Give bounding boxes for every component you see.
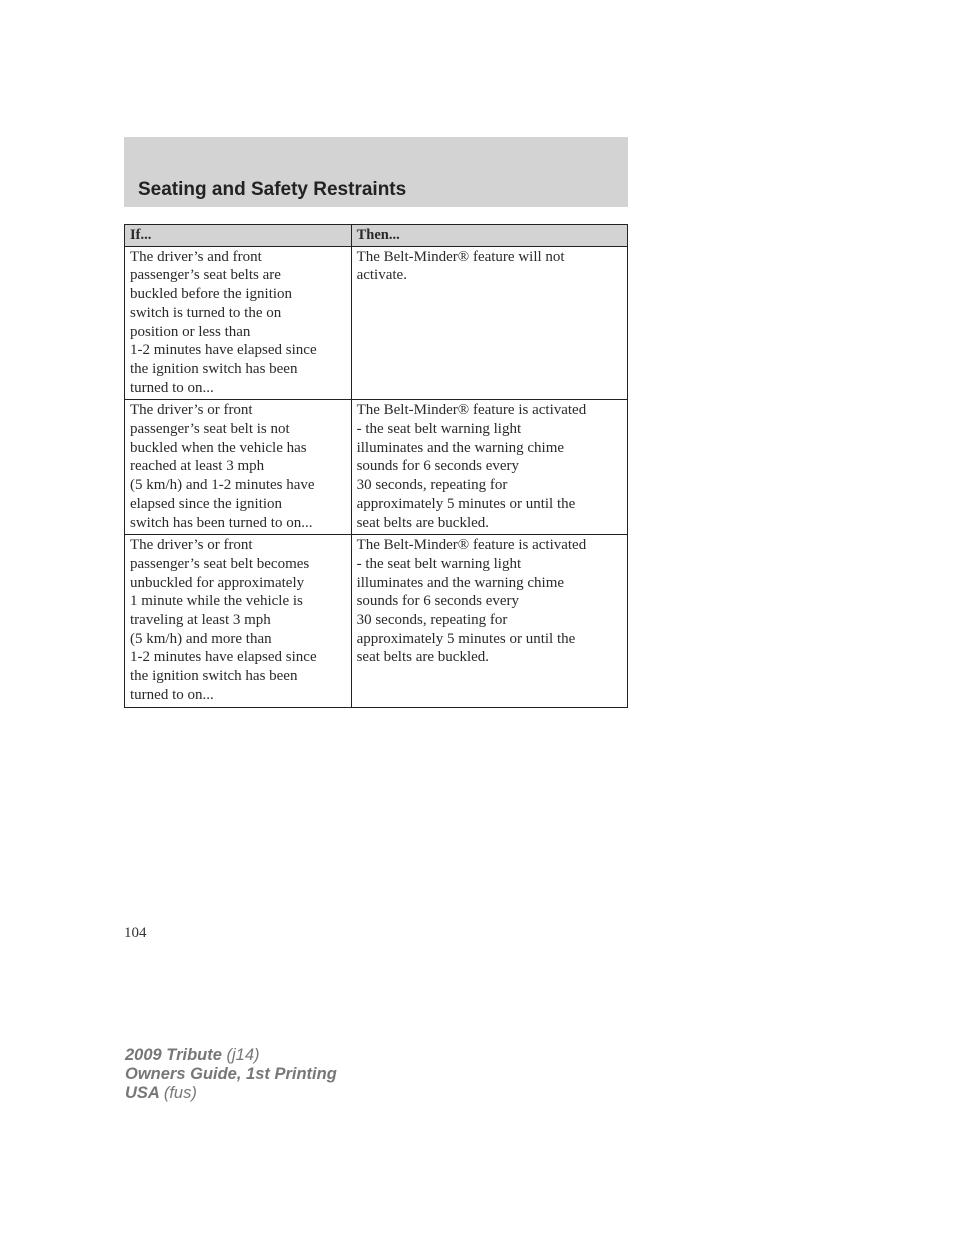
table-header-row [125,225,628,247]
condition-cell [125,535,352,707]
result-text: The Belt-Minder® feature is activated - the seat belt warning light illuminates and the warning chime sounds for 6 seconds every 30 seconds, repeating for approximately 5 minutes or until the seat belts are buckled. [356,537,587,666]
footer-model: 2009 Tribute [125,1046,222,1064]
table-row [125,400,628,535]
column-header-then: Then... [351,225,627,247]
section-title: Seating and Safety Restraints [138,179,407,200]
document-footer [125,1046,337,1103]
footer-guide: Owners Guide, 1st Printing [125,1065,337,1083]
column-header-if: If... [125,225,352,247]
result-text: The Belt-Minder® feature is activated - the seat belt warning light illuminates and the warning chime sounds for 6 seconds every 30 seconds, repeating for approximately 5 minutes or until the seat belts are buckled. [356,402,587,531]
condition-cell [125,246,352,400]
page-number: 104 [124,925,147,941]
condition-cell [125,400,352,535]
condition-text: The driver’s and front passenger’s seat belts are buckled before the ignition switch is turned to the on position or less than 1-2 minutes have elapsed since the ignition switch has been turned to on... [130,248,317,396]
footer-line-guide [125,1065,337,1084]
footer-market: USA [125,1084,160,1102]
footer-model-code: (j14) [226,1046,260,1064]
footer-line-market [125,1084,337,1103]
section-header-band [124,137,628,207]
condition-text: The driver’s or front passenger’s seat belt becomes unbuckled for approximately 1 minute while the vehicle is traveling at least 3 mph (5 km/h) and more than 1-2 minutes have elapsed since the ignition switch has been turned to on... [130,537,317,703]
result-cell [351,400,627,535]
footer-market-code: (fus) [163,1084,197,1102]
condition-text: The driver’s or front passenger’s seat belt is not buckled when the vehicle has reached at least 3 mph (5 km/h) and 1-2 minutes have elapsed since the ignition switch has been turned to on... [130,402,315,531]
result-cell [351,535,627,707]
result-text: The Belt-Minder® feature will not activate. [356,248,565,284]
footer-line-model [125,1046,337,1065]
result-cell [351,246,627,400]
table-row [125,535,628,707]
table-row [125,246,628,400]
belt-minder-table [124,224,628,708]
